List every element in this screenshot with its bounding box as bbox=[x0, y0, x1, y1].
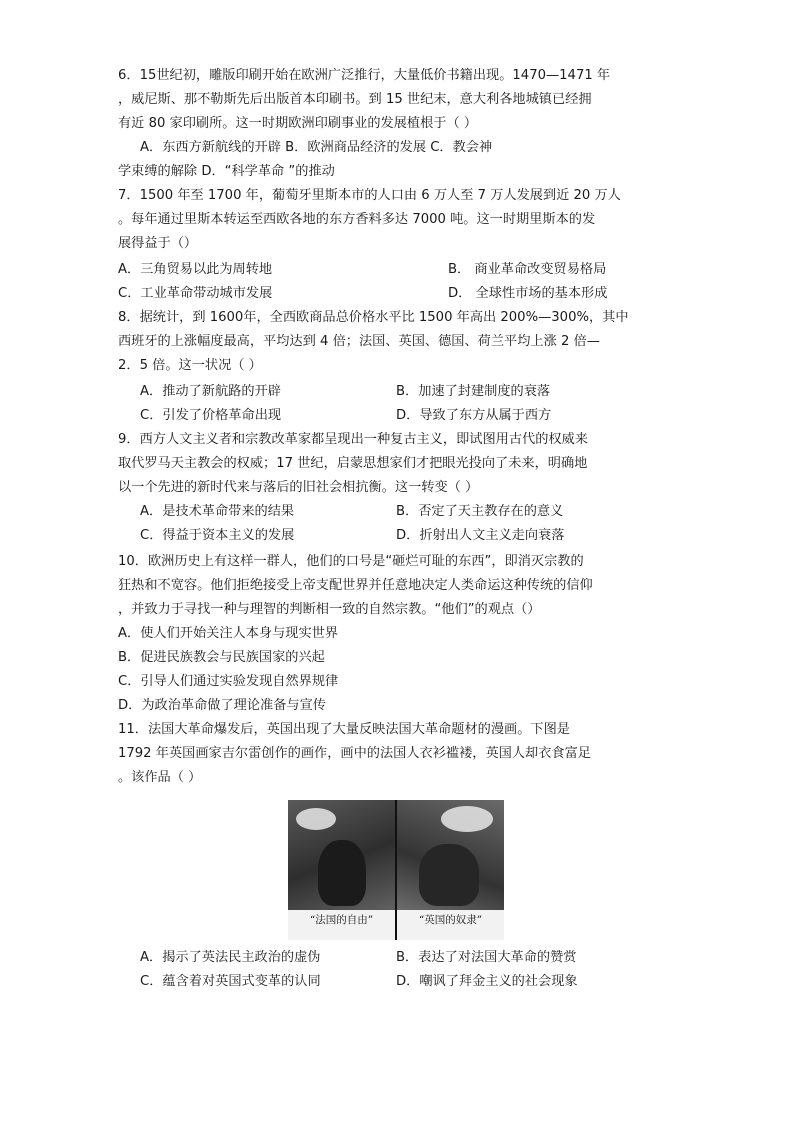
q10-option-c: C．引导人们通过实验发现自然界规律 bbox=[118, 674, 339, 689]
q8-option-a: A．推动了新航路的开辟 bbox=[140, 384, 281, 399]
q10-option-d: D．为政治革命做了理论准备与宣传 bbox=[118, 698, 326, 713]
speech-bubble bbox=[441, 806, 493, 832]
english-figure bbox=[419, 844, 479, 906]
q9-option-b: B．否定了天主教存在的意义 bbox=[396, 504, 564, 519]
q10-option-b: B．促进民族教会与民族国家的兴起 bbox=[118, 650, 325, 665]
q9-stem-line-1: 9．西方人文主义者和宗教改革家都呈现出一种复古主义，即试图用古代的权威来 bbox=[118, 432, 588, 447]
q7-stem-line-2: 。每年通过里斯本转运至西欧各地的东方香料多达 7000 吨。这一时期里斯本的发 bbox=[118, 212, 596, 227]
q8-stem-line-2: 西班牙的上涨幅度最高，平均达到 4 倍；法国、英国、德国、荷兰平均上涨 2 倍— bbox=[118, 334, 600, 349]
q7-stem-line-1: 7．1500 年至 1700 年，葡萄牙里斯本市的人口由 6 万人至 7 万人发展到近 20 万人 bbox=[118, 188, 621, 203]
q9-option-c: C．得益于资本主义的发展 bbox=[140, 528, 295, 543]
q9-option-a: A．是技术革命带来的结果 bbox=[140, 504, 295, 519]
q11-option-b: B．表达了对法国大革命的赞赏 bbox=[396, 950, 577, 965]
q9-stem-line-2: 取代罗马天主教会的权威；17 世纪，启蒙思想家们才把眼光投向了未来，明确地 bbox=[118, 456, 588, 471]
q8-option-d: D．导致了东方从属于西方 bbox=[396, 408, 552, 423]
q7-option-a: A．三角贸易以此为周转地 bbox=[118, 262, 273, 277]
caricature-image bbox=[288, 800, 504, 940]
q8-stem-line-3: 2．5 倍。这一状况（ ） bbox=[118, 358, 262, 373]
q10-stem-line-2: 狂热和不宽容。他们拒绝接受上帝支配世界并任意地决定人类命运这种传统的信仰 bbox=[118, 578, 593, 593]
q10-stem-line-1: 10．欧洲历史上有这样一群人，他们的口号是“砸烂可耻的东西”，即消灭宗教的 bbox=[118, 554, 584, 569]
caricature-right-panel bbox=[397, 800, 504, 940]
q11-option-a: A．揭示了英法民主政治的虚伪 bbox=[140, 950, 321, 965]
q7-option-b: B． 商业革命改变贸易格局 bbox=[448, 262, 607, 277]
q6-options-line-1: A．东西方新航线的开辟 B．欧洲商品经济的发展 C．教会神 bbox=[140, 140, 493, 155]
q9-stem-line-3: 以一个先进的新时代来与落后的旧社会相抗衡。这一转变（ ） bbox=[118, 480, 479, 495]
q6-stem-line-1: 6．15世纪初，雕版印刷开始在欧洲广泛推行，大量低价书籍出现。1470—1471 年 bbox=[118, 68, 611, 83]
q6-options-line-2: 学束缚的解除 D．“科学革命 ”的推动 bbox=[118, 164, 335, 179]
q10-option-a: A．使人们开始关注人本身与现实世界 bbox=[118, 626, 339, 641]
caption-left: “法国的自由” bbox=[288, 910, 395, 940]
q8-option-b: B．加速了封建制度的衰落 bbox=[396, 384, 551, 399]
speech-bubble bbox=[296, 808, 336, 830]
q6-stem-line-2: ，威尼斯、那不勒斯先后出版首本印刷书。到 15 世纪末，意大利各地城镇已经拥 bbox=[118, 92, 592, 107]
q11-option-d: D．嘲讽了拜金主义的社会现象 bbox=[396, 974, 578, 989]
q11-stem-line-3: 。该作品（ ） bbox=[118, 770, 202, 785]
q11-stem-line-1: 11．法国大革命爆发后，英国出现了大量反映法国大革命题材的漫画。下图是 bbox=[118, 722, 570, 737]
q8-stem-line-1: 8．据统计，到 1600年，全西欧商品总价格水平比 1500 年高出 200%—300%，其中 bbox=[118, 310, 629, 325]
q8-option-c: C．引发了价格革命出现 bbox=[140, 408, 282, 423]
q6-stem-line-3: 有近 80 家印刷所。这一时期欧洲印刷事业的发展植根于（ ） bbox=[118, 116, 478, 131]
q7-stem-line-3: 展得益于（） bbox=[118, 236, 198, 251]
q10-stem-line-3: ，并致力于寻找一种与理智的判断相一致的自然宗教。“他们”的观点（） bbox=[118, 602, 541, 617]
q9-option-d: D．折射出人文主义走向衰落 bbox=[396, 528, 565, 543]
q11-option-c: C．蕴含着对英国式变革的认同 bbox=[140, 974, 321, 989]
q11-stem-line-2: 1792 年英国画家吉尔雷创作的画作，画中的法国人衣衫褴褛，英国人却衣食富足 bbox=[118, 746, 591, 761]
q7-option-d: D． 全球性市场的基本形成 bbox=[448, 286, 608, 301]
french-figure bbox=[318, 840, 366, 906]
q7-option-c: C．工业革命带动城市发展 bbox=[118, 286, 273, 301]
caption-right: “英国的奴隶” bbox=[397, 910, 504, 940]
caricature-left-panel bbox=[288, 800, 395, 940]
